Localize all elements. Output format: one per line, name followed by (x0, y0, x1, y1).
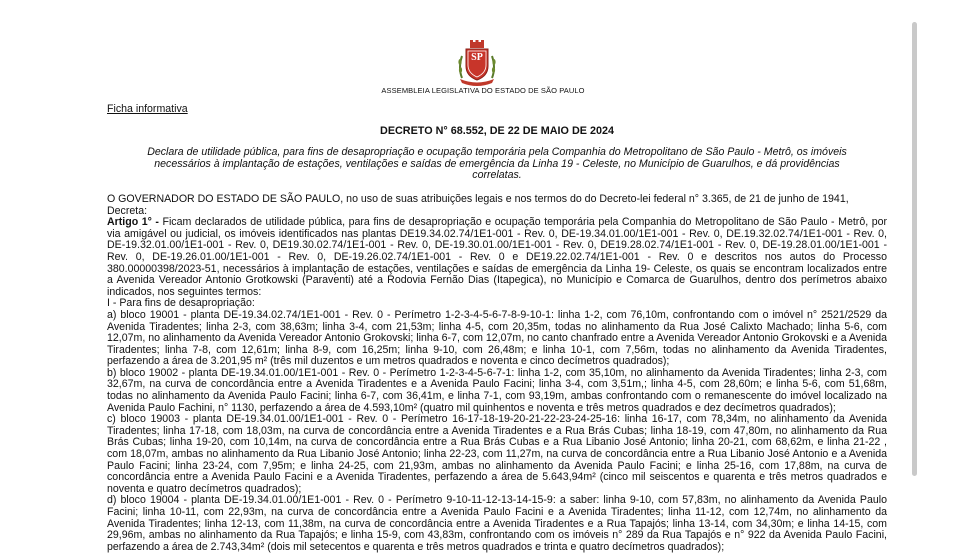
ficha-informativa-link[interactable]: Ficha informativa (107, 103, 188, 115)
decree-title: DECRETO N° 68.552, DE 22 DE MAIO DE 2024 (380, 124, 614, 137)
item-a: a) bloco 19001 - planta DE-19.34.02.74/1E1-001 - Rev. 0 - Perímetro 1-2-3-4-5-6-7-8-9-10-1: linha 1-2, com 76,10m, confrontando com o imóvel n° 2521/2529 da Avenida Tiradentes; linha 2-3, com 38,63m; linha 3-4, com 21,53m; linha 4-5, com 20,35m, todas no alinhamento da Rua José Calixto Machado; linha 5-6, com 12,07m, no alinhamento da Avenida Vereador Antonio Grokovski; linha 6-7, com 12,07m, no canto chanfrado entre a Avenida Vereador Antonio Grokovski e a Avenida Tiradentes; linha 7-8, com 12,61m; linha 8-9, com 16,25m; linha 9-10, com 26,48m; e linha 10-1, com 7,56m, todas no alinhamento da Avenida Tiradentes, perfazendo a área de 3.201,95 m² (três mil duzentos e um metros quadrados e noventa e cinco decímetros quadrados); (107, 308, 887, 368)
item-d: d) bloco 19004 - planta DE-19.34.01.00/1E1-001 - Rev. 0 - Perímetro 9-10-11-12-13-14-15-9: a saber: linha 9-10, com 57,83m, no alinhamento da Avenida Paulo Facini; linha 10-11, com 22,93m, na curva de concordância entre a Avenida Paulo Facini e a Avenida Tiradentes; linha 11-12, com 12,74m, no alinhamento da Avenida Tiradentes; linha 12-13, com 11,38m, na curva de concordância entre a Avenida Tiradentes e a Rua Tapajós; linha 13-14, com 34,30m; e linha 14-15, com 29,96m, ambas no alinhamento da Rua Tapajós; e linha 15-9, com 43,83m, confrontando com os imóveis n° 289 da Rua Tapajós e n° 922 da Avenida Paulo Facini, perfazendo a área de 2.743,34m² (dois mil setecentos e quarenta e três metros quadrados e trinta e quatro decímetros quadrados); (107, 494, 887, 553)
item-b: b) bloco 19002 - planta DE-19.34.01.00/1E1-001 - Rev. 0 - Perímetro 1-2-3-4-5-6-7-1: linha 1-2, com 35,10m, no alinhamento da Avenida Tiradentes; linha 2-3, com 32,67m, na curva de concordância entre a Avenida Tiradentes e a Avenida Paulo Facini; linha 3-4, com 3,51m,; linha 4-5, com 28,60m; e linha 5-6, com 51,68m, todas no alinhamento da Avenida Paulo Facini; linha 6-7, com 36,41m, e linha 7-1, com 93,19m, ambas confrontando com o remanescente do imóvel localizado na Avenida Paulo Fachini, n° 1130, perfazendo a área de 4.593,10m² (quatro mil quinhentos e noventa e três metros quadrados e dez decímetros quadrados); (107, 366, 887, 414)
decree-body (107, 194, 887, 553)
decree-ementa: Declara de utilidade pública, para fins de desapropriação e ocupação temporária pela Companhia do Metropolitano de São Paulo - Metrô, os imóveis necessários à implantação de estações, ventilações e saídas de emergência da Linha 19 - Celeste, no Município de Guarulhos, e dá providências correlatas. (147, 146, 847, 182)
section-i: I - Para fins de desapropriação: (107, 297, 255, 310)
assembly-name: ASSEMBLEIA LEGISLATIVA DO ESTADO DE SÃO PAULO (381, 86, 585, 95)
article-1 (107, 217, 887, 298)
item-c: c) bloco 19003 - planta DE-19.34.01.00/1E1-001 - Rev. 0 - Perímetro 16-17-18-19-20-21-22-23-24-25-16: linha 16-17, com 78,34m, no alinhamento da Avenida Tiradentes; linha 17-18, com 18,03m, na curva de concordância entre a Avenida Tiradentes e a Rua Brás Cubas; linha 18-19, com 47,80m, no alinhamento da Rua Brás Cubas; linha 19-20, com 10,14m, na curva de concordância entre a Rua Brás Cubas e a Rua Libanio José Antonio; linha 20-21, com 68,62m, e linha 21-22 , com 18,07m, ambas no alinhamento da Rua Libanio José Antonio; linha 22-23, com 11,27m, na curva de concordância entre a Rua Libanio José Antonio e a Avenida Paulo Facini; linha 23-24, com 7,95m; e linha 24-25, com 21,93m, ambas no alinhamento da Avenida Paulo Facini; e linha 25-16, com 17,88m, na curva de concordância entre a Avenida Paulo Facini e a Avenida Tiradentes, perfazendo a área de 5.643,94m² (cinco mil seiscentos e quarenta e três metros quadrados e noventa e quatro decímetros quadrados); (107, 413, 887, 495)
document-content (107, 104, 887, 553)
crest-letters: SP (471, 52, 483, 63)
decreta-label: Decreta: (107, 204, 148, 217)
preamble: O GOVERNADOR DO ESTADO DE SÃO PAULO, no uso de suas atribuições legais e nos termos do do Decreto-lei federal n° 3.365, de 21 de junho de 1941, (107, 192, 849, 205)
article-1-label: Artigo 1° - (107, 216, 159, 229)
article-1-text: Ficam declarados de utilidade pública, para fins de desapropriação e ocupação temporária pela Companhia do Metropolitano de São Paulo - Metrô, por via amigável ou judicial, os imóveis identificados nas plantas DE19.34.02.74/1E1-001 - Rev. 0, DE-19.34.01.00/1E1-001 - Rev. 0, DE.19.32.02.74/1E1-001 - Rev. 0, DE-19.32.01.00/1E1-001 - Rev. 0, DE19.30.02.74/1E1-001 - Rev. 0, DE-19.30.01.00/1E1-001 - Rev. 0, DE19.28.02.74/1E1-001 - Rev. 0, DE-19.28.01.00/1E1-001 - Rev. 0, DE-19.26.01.00/1E1-001 - Rev. 0, DE-19.26.02.74/1E1-001 - Rev. 0 e DE19.22.02.74/1E1-001 - Rev. 0 e descritos nos autos do Processo 380.00000398/2023-51, necessários à implantação de estações, ventilações e saídas de emergência da Linha 19- Celeste, os quais se encontram localizados entre a Avenida Vereador Antonio Grotkowski (Paraventi) até a Rodovia Fernão Dias (Itapegica), no Município e Comarca de Guarulhos, dentro dos perímetros abaixo indicados, nos seguintes termos: (107, 216, 888, 298)
sao-paulo-coat-of-arms-icon (454, 40, 500, 86)
